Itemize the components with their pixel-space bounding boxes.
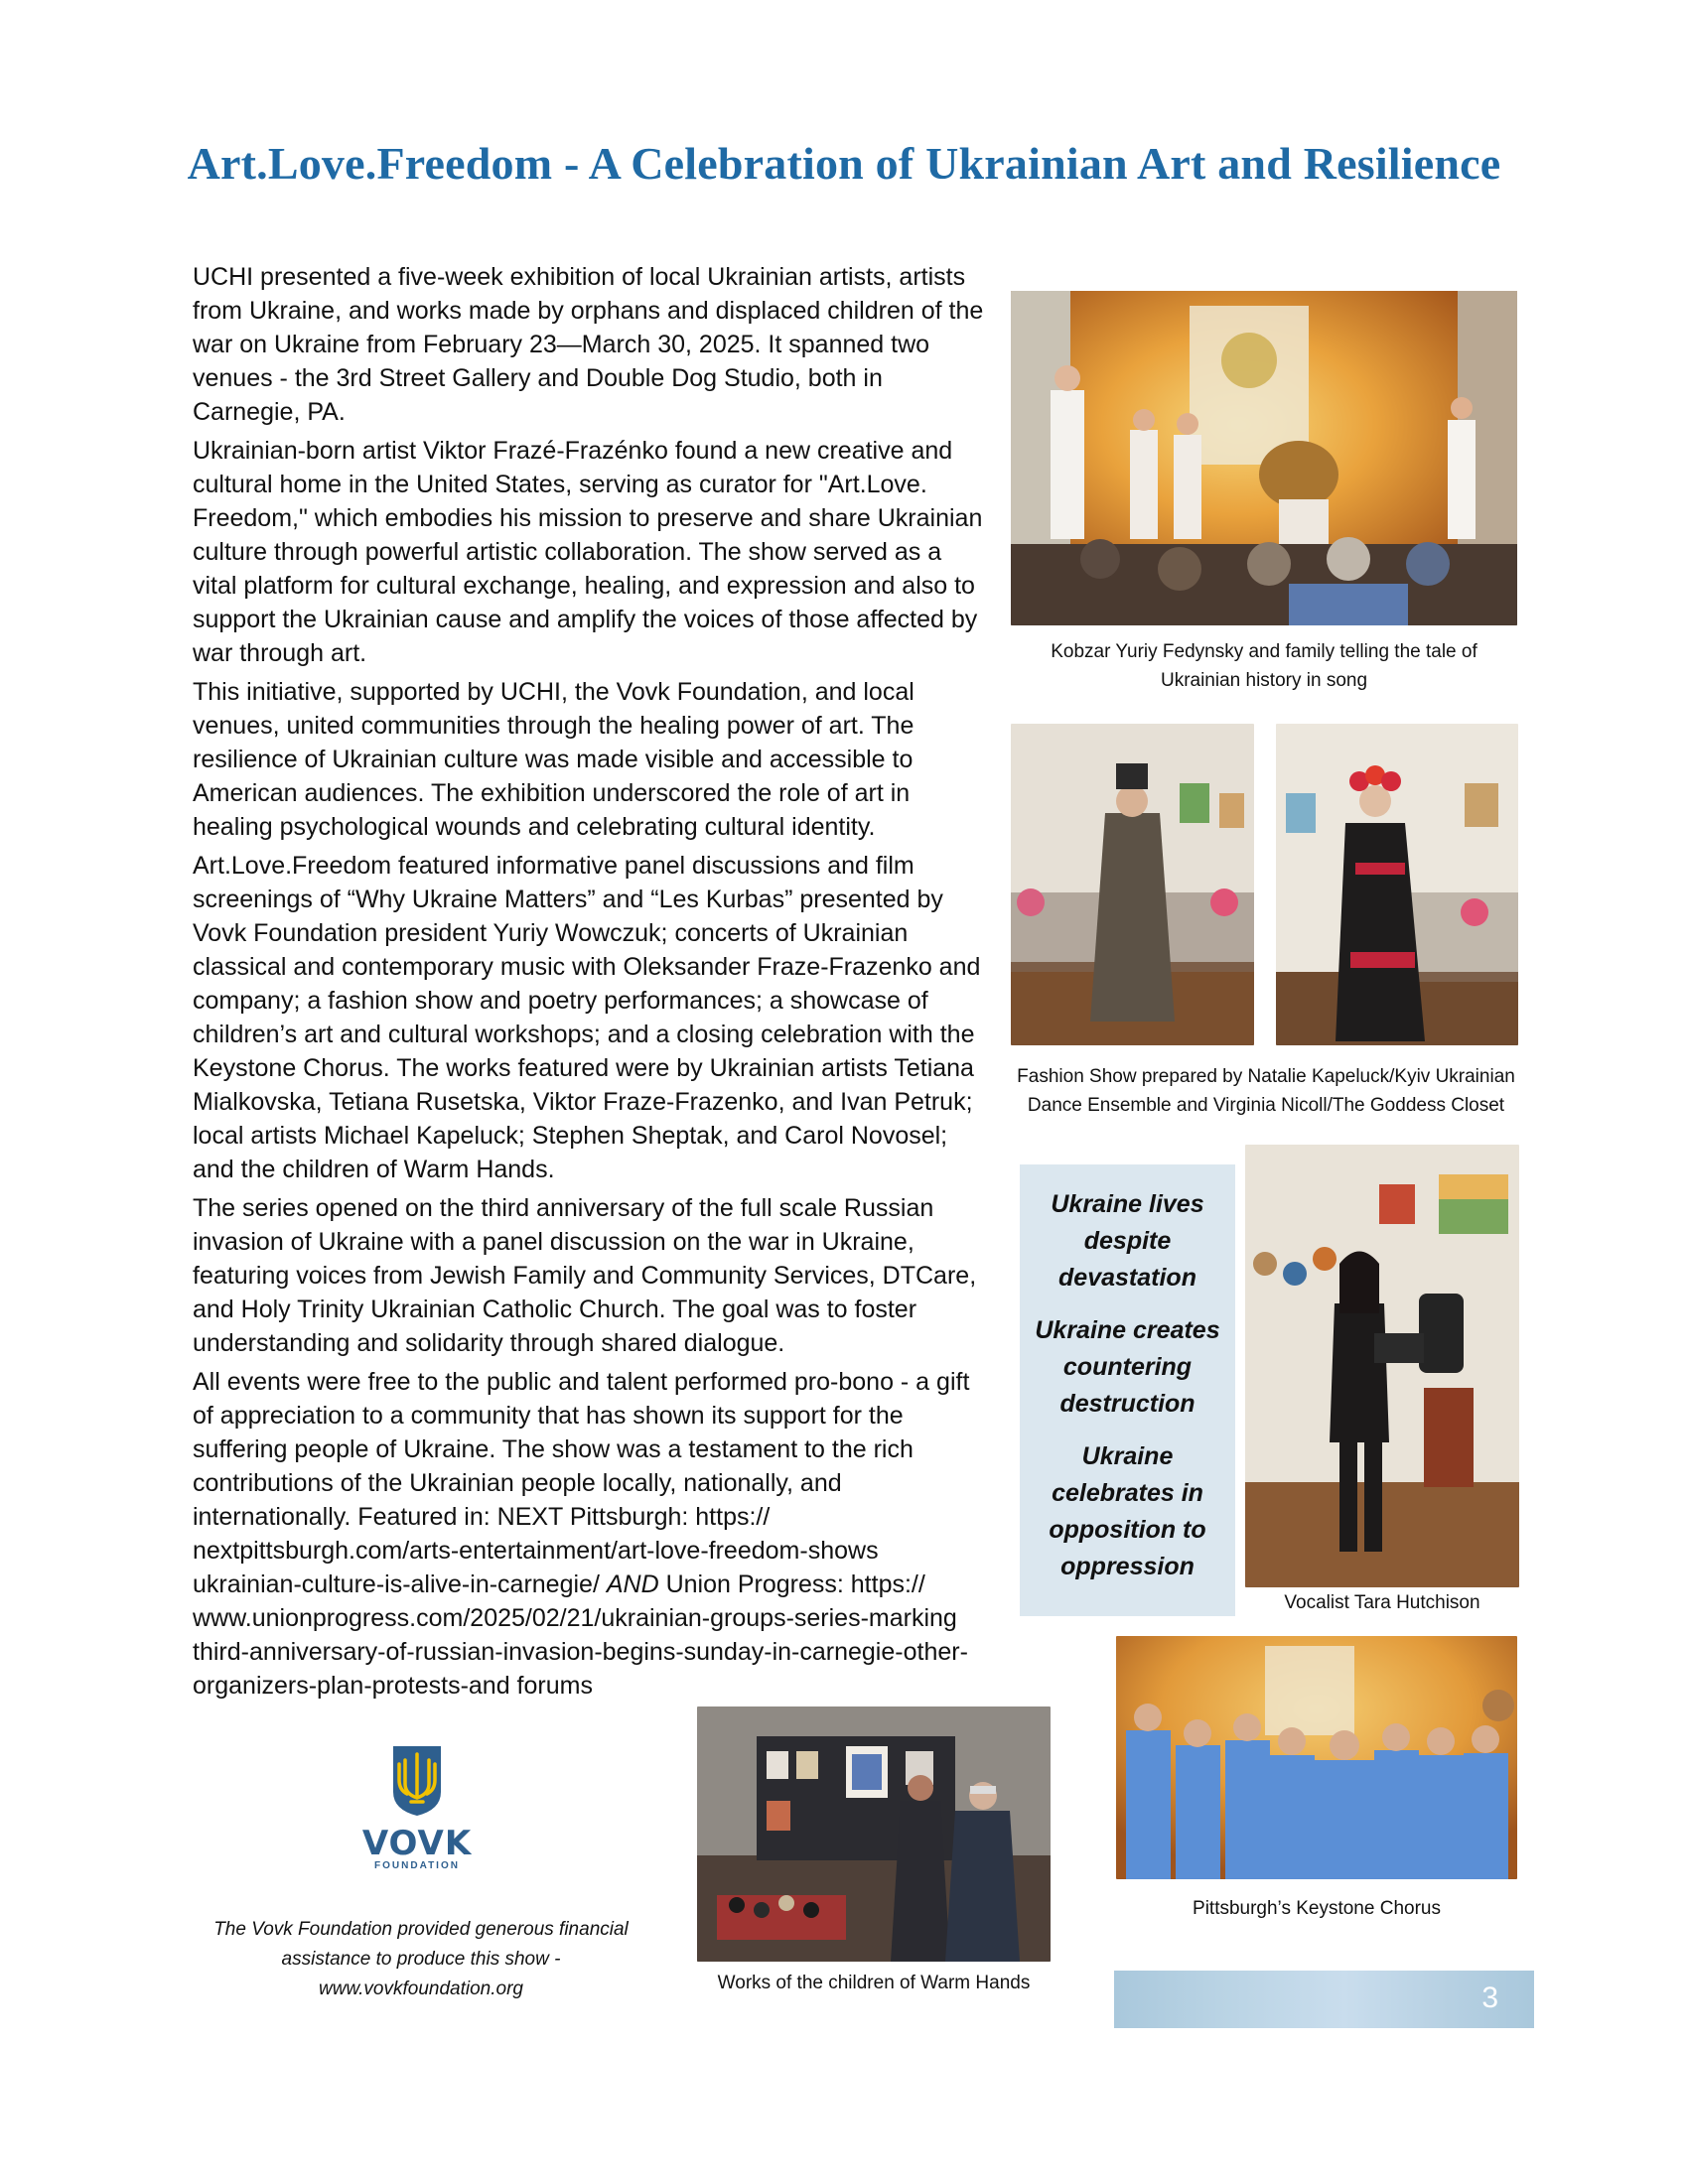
- article-body: [193, 260, 985, 1707]
- vocalist-photo: [1245, 1145, 1519, 1587]
- article-paragraph: UCHI presented a five-week exhibition of local Ukrainian artists, artists from Ukraine, and works made by orphans and displaced children of the war on Ukraine from February 23—March 30, 2025. It spanned two venues - the 3rd Street Gallery and Double Dog Studio, both in Carnegie, PA.: [193, 263, 984, 426]
- quote-line: Ukraine celebrates in opposition to oppression: [1049, 1442, 1206, 1580]
- kobzar-performance-photo: [1011, 291, 1517, 625]
- page-title: Art.Love.Freedom - A Celebration of Ukrainian Art and Resilience: [187, 138, 1501, 189]
- children-works-photo: [697, 1706, 1051, 1962]
- final-text-before: All events were free to the public and talent performed pro-bono - a gift of appreciation to a community that has shown its support for the suffering people of Ukraine. The show was a testament to the rich contributions of the Ukrainian people locally, nationally, and internationally. Featured in: NEXT Pittsburgh: https:// nextpittsburgh.com/arts-entertainment/art-love-freedom-shows ukrainian-culture-is-alive-in-carnegie/: [193, 1368, 970, 1598]
- children-works-caption: Works of the children of Warm Hands: [717, 1973, 1031, 1993]
- page-number: 3: [1481, 1981, 1498, 2014]
- logo-wordmark: VOVK: [361, 1824, 473, 1863]
- vovk-foundation-logo: [357, 1744, 477, 1871]
- quote-line: Ukraine lives despite devastation: [1051, 1190, 1204, 1292]
- and-word: AND: [606, 1570, 659, 1598]
- article-paragraph: Ukrainian-born artist Viktor Frazé-Frazénko found a new creative and cultural home in the United States, serving as curator for "Art.Love. Freedom," which embodies his mission to preserve and share Ukrainian culture through powerful artistic collaboration. The show served as a vital platform for cultural exchange, healing, and expression and also to support the Ukrainian cause and amplify the voices of those affected by war through art.: [193, 437, 983, 667]
- logo-subtitle: FOUNDATION: [374, 1860, 460, 1871]
- final-text-after: Union Progress: https:// www.unionprogress.com/2025/02/21/ukrainian-groups-series-marking third-anniversary-of-russian-invasion-begins-sunday-in-carnegie-other-organizers-plan-protests-and forums: [193, 1570, 968, 1700]
- quote-box: [1020, 1164, 1235, 1616]
- vovk-foundation-note: The Vovk Foundation provided generous financial assistance to produce this show - www.vovkfoundation.org: [213, 1919, 629, 1999]
- quote-line: Ukraine creates countering destruction: [1035, 1316, 1220, 1418]
- keystone-chorus-photo: [1116, 1636, 1517, 1879]
- vocalist-caption: Vocalist Tara Hutchison: [1284, 1592, 1480, 1613]
- trident-shield-icon: [391, 1744, 443, 1818]
- chorus-caption: Pittsburgh’s Keystone Chorus: [1193, 1898, 1441, 1919]
- article-paragraph: The series opened on the third anniversary of the full scale Russian invasion of Ukraine with a panel discussion on the war in Ukraine, featuring voices from Jewish Family and Community Services, DTCare, and Holy Trinity Ukrainian Catholic Church. The goal was to foster understanding and solidarity through shared dialogue.: [193, 1194, 977, 1357]
- kobzar-caption: Kobzar Yuriy Fedynsky and family telling the tale of Ukrainian history in song: [1051, 641, 1477, 691]
- footer-bar: [1114, 1971, 1534, 2028]
- fashion-caption: Fashion Show prepared by Natalie Kapeluck/Kyiv Ukrainian Dance Ensemble and Virginia Nicoll/The Goddess Closet: [1017, 1066, 1515, 1116]
- fashion-show-photo-right: [1276, 724, 1518, 1045]
- fashion-show-photo-left: [1011, 724, 1254, 1045]
- article-paragraph: This initiative, supported by UCHI, the Vovk Foundation, and local venues, united communities through the healing power of art. The resilience of Ukrainian culture was made visible and accessible to American audiences. The exhibition underscored the role of art in healing psychological wounds and celebrating cultural identity.: [193, 678, 914, 841]
- article-paragraph-final: [193, 1365, 985, 1703]
- article-paragraph: Art.Love.Freedom featured informative panel discussions and film screenings of “Why Ukraine Matters” and “Les Kurbas” presented by Vovk Foundation president Yuriy Wowczuk; concerts of Ukrainian classical and contemporary music with Oleksander Fraze-Frazenko and company; a fashion show and poetry performances; a showcase of children’s art and cultural workshops; and a closing celebration with the Keystone Chorus. The works featured were by Ukrainian artists Tetiana Mialkovska, Tetiana Rusetska, Viktor Fraze-Frazenko, and Ivan Petruk; local artists Michael Kapeluck; Stephen Sheptak, and Carol Novosel; and the children of Warm Hands.: [193, 852, 981, 1183]
